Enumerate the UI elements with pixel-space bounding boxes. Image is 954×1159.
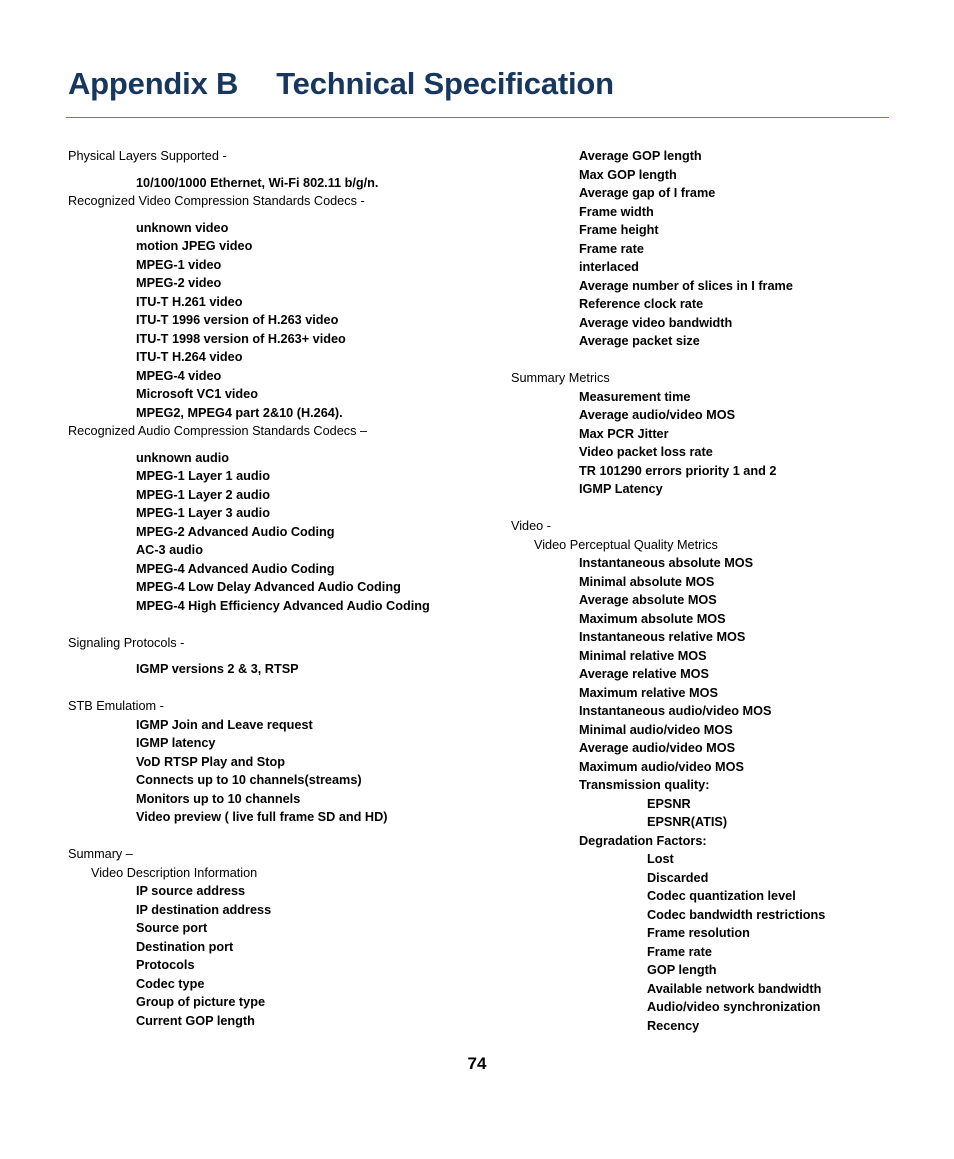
spec-item-average-packet-size: Average packet size — [579, 334, 700, 348]
spec-item-source-port: Source port — [136, 921, 208, 935]
spec-item-microsoft-vc1-video: Microsoft VC1 video — [136, 387, 258, 401]
spec-item-mpeg-4-advanced-audio-coding: MPEG-4 Advanced Audio Coding — [136, 561, 335, 576]
spec-item-protocols: Protocols — [136, 958, 195, 972]
spec-item-instantaneous-audio-video-mos: Instantaneous audio/video MOS — [579, 704, 772, 718]
section-heading-summary-metrics: Summary Metrics — [511, 371, 610, 385]
left-column — [68, 147, 488, 1030]
section-heading-recognized-video-compression-standards-codecs: Recognized Video Compression Standards Codecs - — [68, 194, 365, 208]
spec-item-reference-clock-rate: Reference clock rate — [579, 297, 704, 311]
spec-item-frame-resolution: Frame resolution — [647, 926, 750, 940]
spacer — [511, 351, 931, 370]
spec-item-ac-3-audio: AC-3 audio — [136, 543, 203, 557]
spec-item-vod-rtsp-play-and-stop: VoD RTSP Play and Stop — [136, 754, 285, 769]
section-heading-physical-layers-supported: Physical Layers Supported - — [68, 149, 227, 163]
spec-item-maximum-absolute-mos: Maximum absolute MOS — [579, 611, 726, 626]
spec-item-max-gop-length: Max GOP length — [579, 167, 677, 182]
section-heading-recognized-audio-compression-standards-codecs: Recognized Audio Compression Standards Codecs – — [68, 424, 368, 438]
section-heading-signaling-protocols: Signaling Protocols - — [68, 635, 185, 650]
spec-item-average-number-of-slices-in-i-frame: Average number of slices in I frame — [579, 278, 793, 293]
spec-item-instantaneous-relative-mos: Instantaneous relative MOS — [579, 630, 746, 644]
spec-item-average-gap-of-i-frame: Average gap of I frame — [579, 186, 716, 200]
right-column — [511, 147, 931, 1035]
spec-item-interlaced: interlaced — [579, 260, 639, 274]
spec-item-average-gop-length: Average GOP length — [579, 149, 702, 163]
spacer — [68, 615, 488, 634]
spec-item-minimal-relative-mos: Minimal relative MOS — [579, 648, 707, 663]
spec-item-current-gop-length: Current GOP length — [136, 1013, 255, 1028]
spec-item-lost: Lost — [647, 852, 674, 866]
page-number: 74 — [467, 1054, 487, 1073]
appendix-label: Appendix B — [68, 66, 239, 101]
spec-item-audio-video-synchronization: Audio/video synchronization — [647, 1000, 821, 1014]
spec-item-frame-rate: Frame rate — [647, 944, 712, 959]
spec-item-mpeg-4-low-delay-advanced-audio-coding: MPEG-4 Low Delay Advanced Audio Coding — [136, 580, 401, 594]
spec-item-mpeg-1-layer-3-audio: MPEG-1 Layer 3 audio — [136, 506, 270, 520]
spec-item-epsnr-atis: EPSNR(ATIS) — [647, 815, 728, 829]
spec-item-instantaneous-absolute-mos: Instantaneous absolute MOS — [579, 556, 754, 570]
spec-item-average-audio-video-mos: Average audio/video MOS — [579, 408, 736, 422]
spec-item-maximum-relative-mos: Maximum relative MOS — [579, 685, 718, 700]
spec-item-motion-jpeg-video: motion JPEG video — [136, 239, 253, 253]
spec-item-mpeg-1-video: MPEG-1 video — [136, 257, 222, 272]
spec-item-codec-quantization-level: Codec quantization level — [647, 889, 796, 903]
spec-item-unknown-video: unknown video — [136, 220, 229, 235]
section-title: Technical Specification — [276, 66, 614, 101]
spacer — [68, 166, 488, 174]
spec-item-video-packet-loss-rate: Video packet loss rate — [579, 445, 713, 459]
spec-item-itu-t-1998-version-of-h-263-video: ITU-T 1998 version of H.263+ video — [136, 331, 346, 346]
spec-item-discarded: Discarded — [647, 870, 709, 885]
spacer — [68, 679, 488, 698]
spec-item-monitors-up-to-10-channels: Monitors up to 10 channels — [136, 791, 301, 806]
spec-item-unknown-audio: unknown audio — [136, 450, 230, 465]
spec-item-video-preview-live-full-frame-sd-and-hd: Video preview ( live full frame SD and HD) — [136, 810, 388, 824]
spec-item-mpeg-1-layer-2-audio: MPEG-1 Layer 2 audio — [136, 487, 270, 502]
spec-item-frame-height: Frame height — [579, 223, 659, 237]
spec-item-connects-up-to-10-channels-streams: Connects up to 10 channels(streams) — [136, 773, 362, 787]
spec-item-codec-type: Codec type — [136, 976, 205, 991]
spec-item-average-relative-mos: Average relative MOS — [579, 667, 709, 681]
spec-item-destination-port: Destination port — [136, 939, 234, 954]
spec-item-maximum-audio-video-mos: Maximum audio/video MOS — [579, 759, 744, 774]
spec-item-codec-bandwidth-restrictions: Codec bandwidth restrictions — [647, 907, 826, 922]
spec-item-available-network-bandwidth: Available network bandwidth — [647, 981, 822, 996]
spacer — [68, 652, 488, 660]
section-heading-video-perceptual-quality-metrics: Video Perceptual Quality Metrics — [534, 537, 718, 552]
spec-item-igmp-latency: IGMP Latency — [579, 482, 663, 496]
spec-item-measurement-time: Measurement time — [579, 389, 691, 404]
spec-item-frame-width: Frame width — [579, 204, 654, 219]
spec-item-ip-destination-address: IP destination address — [136, 902, 272, 917]
spacer — [68, 827, 488, 846]
section-heading-video: Video - — [511, 519, 551, 533]
spec-item-recency: Recency — [647, 1018, 700, 1033]
title-divider — [66, 117, 889, 118]
section-heading-summary: Summary – — [68, 847, 133, 861]
spec-item-frame-rate: Frame rate — [579, 241, 644, 256]
spacer — [68, 441, 488, 449]
spec-item-ip-source-address: IP source address — [136, 884, 246, 898]
spec-item-epsnr: EPSNR — [647, 796, 691, 811]
spec-item-mpeg2-mpeg4-part-2-10-h-264: MPEG2, MPEG4 part 2&10 (H.264). — [136, 405, 343, 420]
spec-item-average-absolute-mos: Average absolute MOS — [579, 593, 717, 607]
spec-item-mpeg-2-video: MPEG-2 video — [136, 276, 222, 290]
spec-item-minimal-absolute-mos: Minimal absolute MOS — [579, 574, 715, 589]
spec-item-itu-t-1996-version-of-h-263-video: ITU-T 1996 version of H.263 video — [136, 313, 339, 327]
section-heading-video-description-information: Video Description Information — [91, 865, 258, 880]
spec-item-10-100-1000-ethernet-wi-fi-802-11-b-g-n: 10/100/1000 Ethernet, Wi-Fi 802.11 b/g/n. — [136, 175, 379, 190]
spec-item-mpeg-2-advanced-audio-coding: MPEG-2 Advanced Audio Coding — [136, 524, 335, 539]
spec-item-itu-t-h-264-video: ITU-T H.264 video — [136, 350, 243, 364]
section-heading-stb-emulatiom: STB Emulatiom - — [68, 699, 164, 713]
page-title — [68, 66, 614, 102]
spec-item-igmp-versions-2-3-rtsp: IGMP versions 2 & 3, RTSP — [136, 662, 299, 676]
spec-item-average-audio-video-mos: Average audio/video MOS — [579, 741, 736, 755]
spacer — [68, 211, 488, 219]
spec-item-igmp-join-and-leave-request: IGMP Join and Leave request — [136, 717, 313, 732]
spec-item-tr-101290-errors-priority-1-and-2: TR 101290 errors priority 1 and 2 — [579, 463, 777, 478]
spec-item-mpeg-1-layer-1-audio: MPEG-1 Layer 1 audio — [136, 469, 270, 483]
spec-item-minimal-audio-video-mos: Minimal audio/video MOS — [579, 722, 733, 737]
spec-item-transmission-quality: Transmission quality: — [579, 778, 710, 792]
spec-item-max-pcr-jitter: Max PCR Jitter — [579, 426, 669, 441]
spec-item-gop-length: GOP length — [647, 963, 717, 977]
spec-item-mpeg-4-video: MPEG-4 video — [136, 368, 222, 383]
spec-item-degradation-factors: Degradation Factors: — [579, 833, 707, 848]
spacer — [511, 499, 931, 518]
spec-item-mpeg-4-high-efficiency-advanced-audio-coding: MPEG-4 High Efficiency Advanced Audio Coding — [136, 598, 430, 613]
spec-item-itu-t-h-261-video: ITU-T H.261 video — [136, 294, 243, 309]
spec-item-group-of-picture-type: Group of picture type — [136, 995, 265, 1009]
spec-item-average-video-bandwidth: Average video bandwidth — [579, 315, 733, 330]
spec-item-igmp-latency: IGMP latency — [136, 736, 216, 750]
